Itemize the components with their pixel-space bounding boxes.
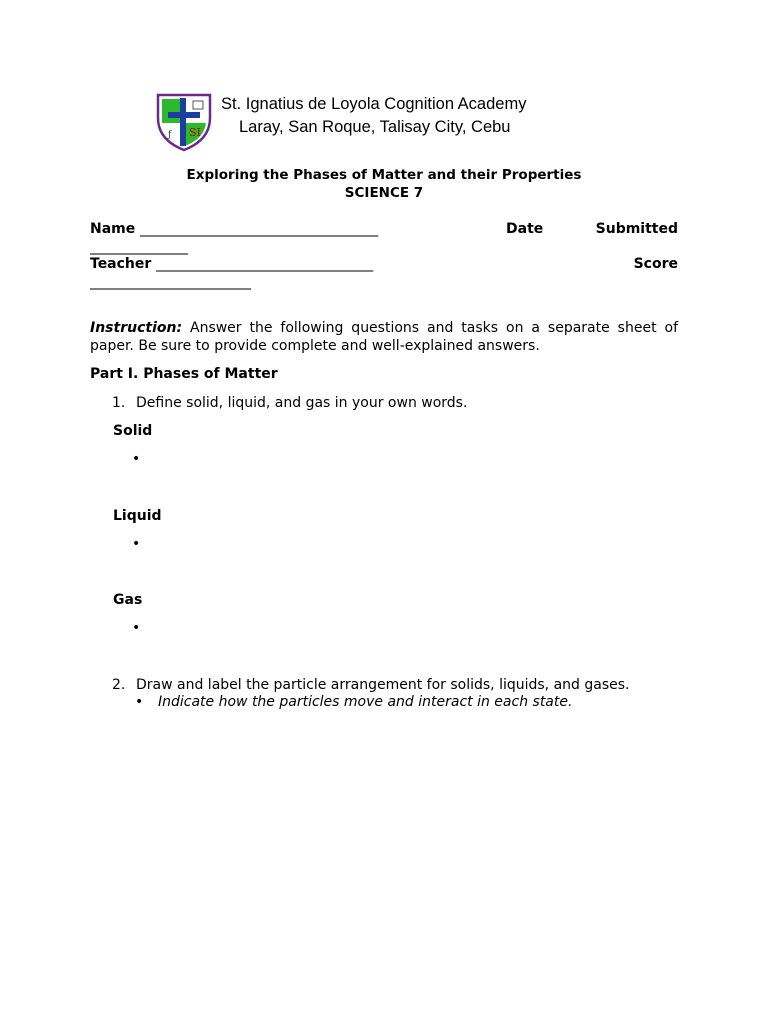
question-1 (112, 394, 467, 412)
teacher-label: Teacher _______________________________ (90, 256, 374, 272)
question-2-bullet-text: Indicate how the particles move and interact in each state. (158, 694, 573, 710)
question-1-text: Define solid, liquid, and gas in your own words. (136, 395, 468, 411)
school-address: Laray, San Roque, Talisay City, Cebu (239, 118, 511, 136)
question-2-number: 2. (112, 677, 126, 693)
instruction-text: Answer the following questions and tasks on a separate sheet of paper. Be sure to provide complete and well-explained answers. (90, 320, 678, 354)
school-header (155, 92, 575, 152)
svg-text:SI: SI (189, 126, 201, 139)
submitted-line[interactable]: ______________ (90, 239, 188, 255)
part1-title: Part I. Phases of Matter (90, 366, 278, 382)
gas-answer-bullet: • (132, 620, 141, 636)
question-1-number: 1. (112, 395, 126, 411)
teacher-line[interactable]: _______________________________ (156, 256, 374, 272)
question-2-bullet-symbol: • (135, 694, 144, 710)
instruction-paragraph (90, 319, 678, 355)
subject-title: SCIENCE 7 (344, 185, 424, 201)
submitted-label: Submitted (595, 221, 678, 237)
instruction-label: Instruction: (90, 320, 183, 336)
subsection-liquid: Liquid (113, 508, 162, 524)
score-label: Score (633, 256, 678, 272)
score-line[interactable]: _______________________ (90, 274, 251, 290)
school-name: St. Ignatius de Loyola Cognition Academy (221, 95, 527, 113)
question-2-text: Draw and label the particle arrangement for solids, liquids, and gases. (136, 677, 630, 693)
question-2 (112, 676, 630, 694)
liquid-answer-bullet: • (132, 536, 141, 552)
school-seal-logo (155, 92, 213, 152)
subsection-solid: Solid (113, 423, 153, 439)
subsection-gas: Gas (113, 592, 143, 608)
name-line[interactable]: __________________________________ (140, 221, 379, 237)
name-label: Name __________________________________ (90, 221, 379, 237)
svg-text:ƒ: ƒ (168, 130, 172, 140)
date-label: Date (506, 221, 544, 237)
worksheet-title: Exploring the Phases of Matter and their Properties (186, 167, 582, 183)
solid-answer-bullet: • (132, 451, 141, 467)
